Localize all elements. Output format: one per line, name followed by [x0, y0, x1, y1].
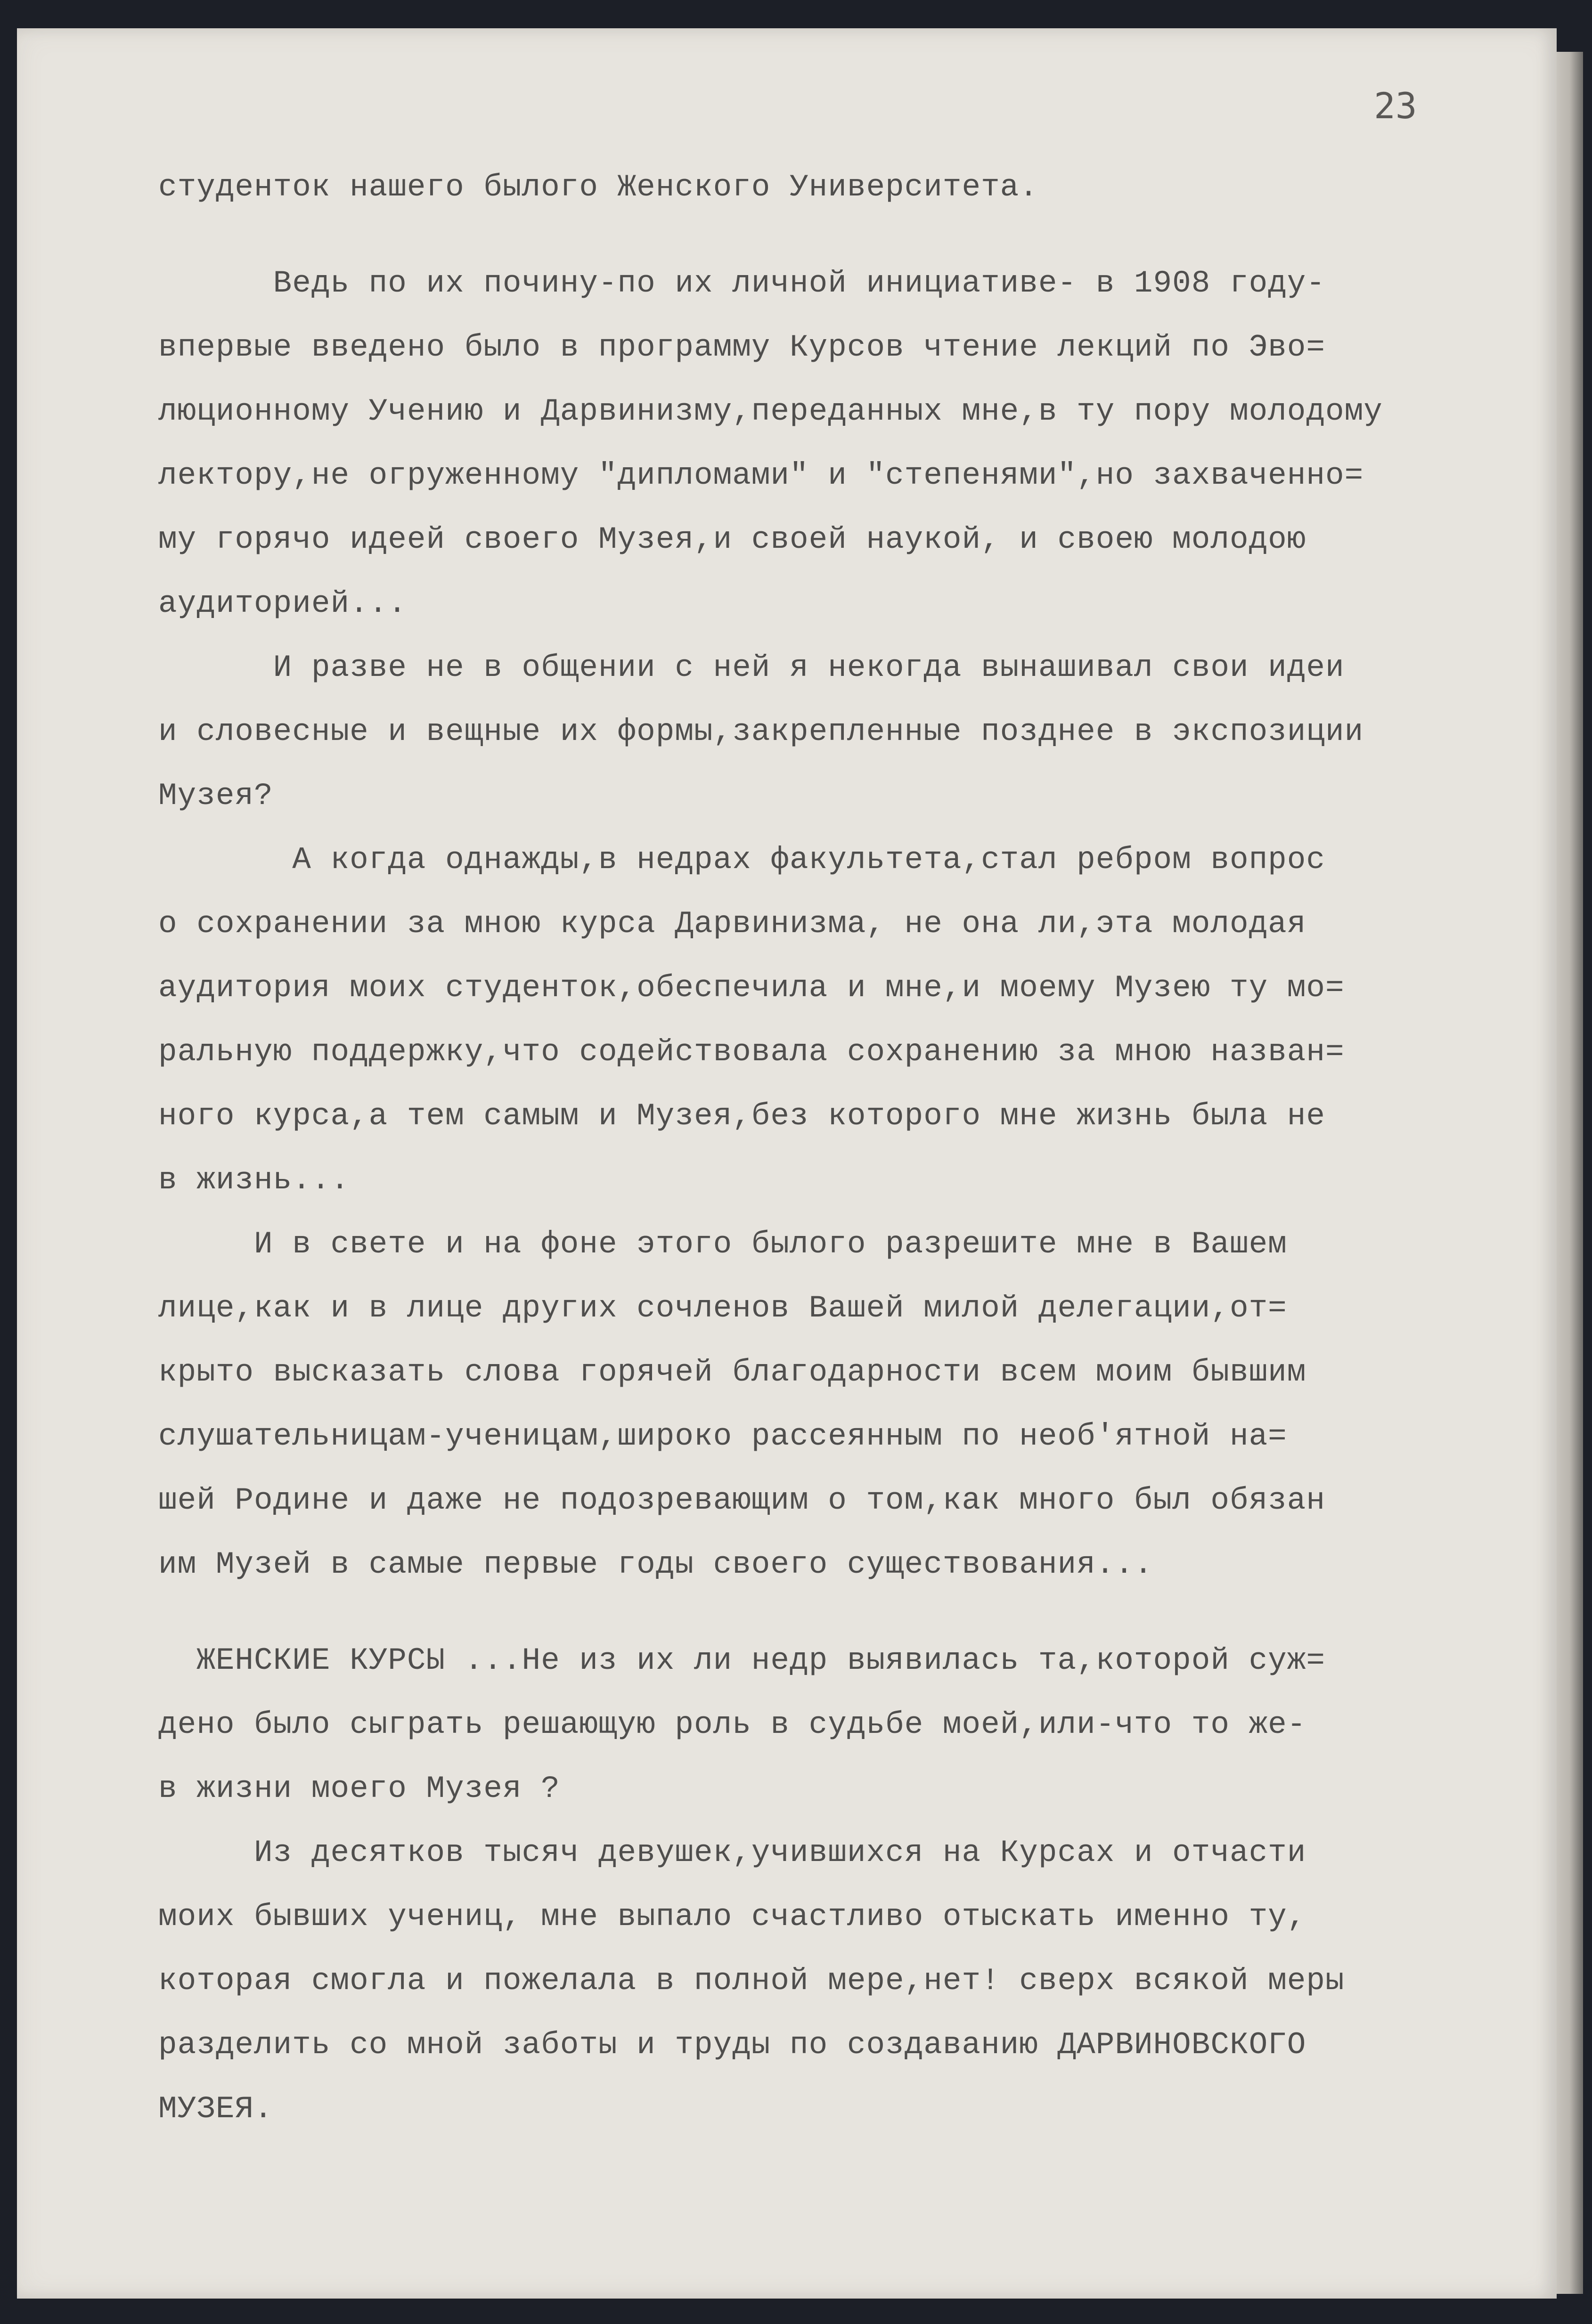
text-line: слушательницам-ученицам,широко рассеянным по необ'ятной на= — [158, 1419, 1287, 1454]
text-line: моих бывших учениц, мне выпало счастливо отыскать именно ту, — [158, 1899, 1306, 1934]
text-line: о сохранении за мною курса Дарвинизма, не она ли,эта молодая — [158, 906, 1306, 942]
text-line: дено было сыграть решающую роль в судьбе моей,или-что то же- — [158, 1707, 1306, 1742]
text-line: впервые введено было в программу Курсов чтение лекций по Эво= — [158, 330, 1325, 365]
text-line — [158, 1597, 1543, 1629]
document-page — [17, 28, 1557, 2299]
text-line: люционному Учению и Дарвинизму,переданных мне,в ту пору молодому — [158, 394, 1383, 429]
text-line: Ведь по их почину-по их личной инициативе- в 1908 году- — [158, 266, 1325, 301]
text-line: крыто высказать слова горячей благодарности всем моим бывшим — [158, 1355, 1306, 1390]
text-line: лектору,не огруженному "дипломами" и "степенями",но захваченно= — [158, 458, 1364, 493]
text-line: И разве не в общении с ней я некогда вынашивал свои идеи — [158, 650, 1345, 685]
text-line — [158, 219, 1543, 252]
text-line: аудитория моих студенток,обеспечила и мне,и моему Музею ту мо= — [158, 970, 1345, 1006]
text-line: разделить со мной заботы и труды по создаванию ДАРВИНОВСКОГО — [158, 2027, 1306, 2063]
page-number: 23 — [1374, 85, 1417, 127]
text-line: которая смогла и пожелала в полной мере,нет! сверх всякой меры — [158, 1963, 1345, 1999]
text-line: в жизнь... — [158, 1162, 350, 1198]
text-line: МУЗЕЯ. — [158, 2091, 273, 2127]
text-line: И в свете и на фоне этого былого разрешите мне в Вашем — [158, 1227, 1287, 1262]
text-line: аудиторией... — [158, 586, 407, 621]
text-line: ЖЕНСКИЕ КУРСЫ ...Не из их ли недр выявилась та,которой суж= — [158, 1643, 1325, 1678]
text-line: му горячо идеей своего Музея,и своей наукой, и своею молодою — [158, 522, 1306, 557]
text-line: лице,как и в лице других сочленов Вашей милой делегации,от= — [158, 1291, 1287, 1326]
text-line: Из десятков тысяч девушек,учившихся на Курсах и отчасти — [158, 1835, 1306, 1870]
text-line: шей Родине и даже не подозревающим о том,как много был обязан — [158, 1483, 1325, 1518]
text-line: студенток нашего былого Женского Университета. — [158, 170, 1038, 205]
text-line: ного курса,а тем самым и Музея,без которого мне жизнь была не — [158, 1098, 1325, 1134]
text-line: Музея? — [158, 778, 273, 813]
text-line: в жизни моего Музея ? — [158, 1771, 560, 1806]
typed-text-body — [158, 155, 1543, 2141]
text-line: А когда однажды,в недрах факультета,стал ребром вопрос — [158, 842, 1325, 878]
text-line: ральную поддержку,что содействовала сохранению за мною назван= — [158, 1034, 1345, 1070]
text-line: им Музей в самые первые годы своего существования... — [158, 1547, 1153, 1582]
text-line: и словесные и вещные их формы,закрепленные позднее в экспозиции — [158, 714, 1364, 749]
